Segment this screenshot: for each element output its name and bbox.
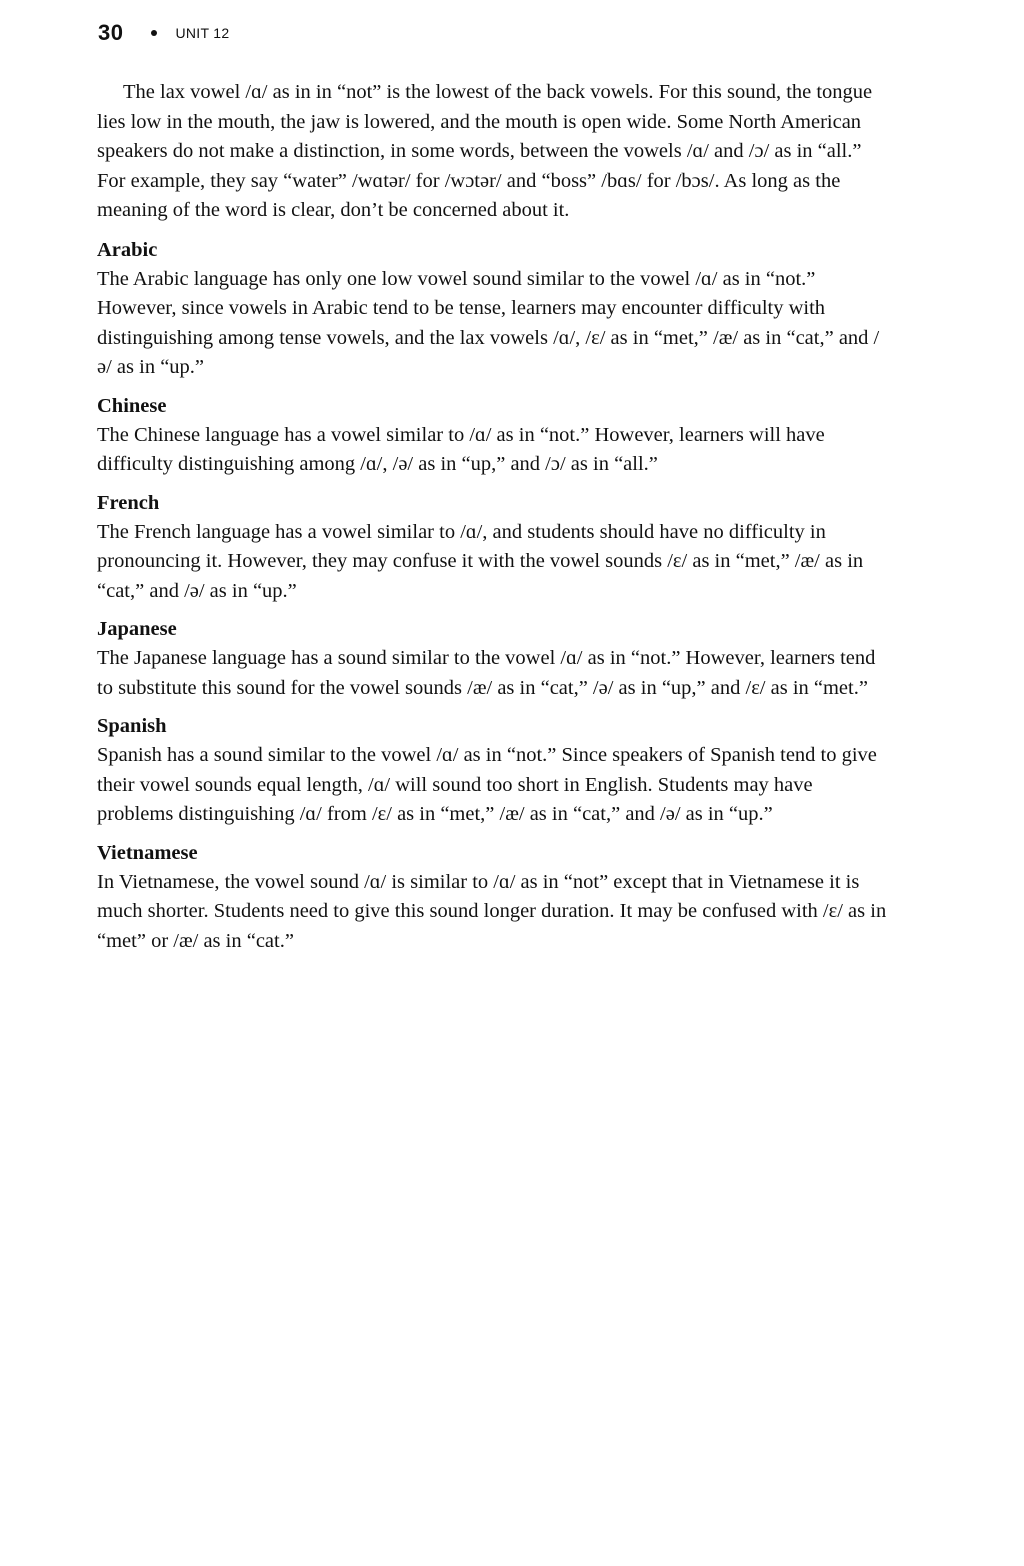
section-body: The Chinese language has a vowel similar to /ɑ/ as in “not.” However, learners will have difficulty distinguishing among /ɑ/, /ə/ as in “up,” and /ɔ/ as in “all.” — [97, 423, 825, 475]
section-japanese — [97, 615, 887, 703]
section-vietnamese — [97, 839, 887, 957]
section-chinese — [97, 392, 887, 480]
section-body: The Arabic language has only one low vowel sound similar to the vowel /ɑ/ as in “not.” However, since vowels in Arabic tend to be tense, learners may encounter difficulty with distinguishing among tense vowels, and the lax vowels /ɑ/, /ɛ/ as in “met,” /æ/ as in “cat,” and /ə/ as in “up.” — [97, 267, 880, 378]
section-heading: Chinese — [97, 394, 167, 417]
section-body: The Japanese language has a sound similar to the vowel /ɑ/ as in “not.” However, learners tend to substitute this sound for the vowel sounds /æ/ as in “cat,” /ə/ as in “up,” and /ɛ/ as in “met.” — [97, 647, 876, 699]
section-arabic — [97, 236, 887, 383]
running-head — [98, 18, 229, 48]
section-heading: Japanese — [97, 618, 177, 640]
section-heading: French — [97, 491, 160, 514]
section-heading: Spanish — [97, 715, 167, 737]
section-french — [97, 489, 887, 607]
bullet-separator — [151, 30, 157, 36]
section-heading: Arabic — [97, 238, 158, 261]
page-content — [97, 78, 887, 965]
section-body: The French language has a vowel similar to /ɑ/, and students should have no difficulty in pronouncing it. However, they may confuse it with the vowel sounds /ɛ/ as in “met,” /æ/ as in “cat,” and /ə/ as in “up.” — [97, 520, 864, 602]
section-heading: Vietnamese — [97, 841, 198, 864]
section-spanish — [97, 712, 887, 830]
section-body: Spanish has a sound similar to the vowel /ɑ/ as in “not.” Since speakers of Spanish tend to give their vowel sounds equal length, /ɑ/ will sound too short in English. Students may have problems distinguishing /ɑ/ from /ɛ/ as in “met,” /æ/ as in “cat,” and /ə/ as in “up.” — [97, 744, 877, 825]
intro-paragraph: The lax vowel /ɑ/ as in in “not” is the lowest of the back vowels. For this sound, the tongue lies low in the mouth, the jaw is lowered, and the mouth is open wide. Some North American speakers do not make a distinction, in some words, between the vowels /ɑ/ and /ɔ/ as in “all.” For example, they say “water” /wɑtər/ for /wɔtər/ and “boss” /bɑs/ for /bɔs/. As long as the meaning of the word is clear, don’t be concerned about it. — [97, 81, 873, 221]
section-body: In Vietnamese, the vowel sound /ɑ/ is similar to /ɑ/ as in “not” except that in Vietnamese it is much shorter. Students need to give this sound longer duration. It may be confused with /ɛ/ as in “met” or /æ/ as in “cat.” — [97, 870, 887, 952]
unit-label: UNIT 12 — [175, 25, 230, 41]
page-number: 30 — [98, 20, 124, 45]
